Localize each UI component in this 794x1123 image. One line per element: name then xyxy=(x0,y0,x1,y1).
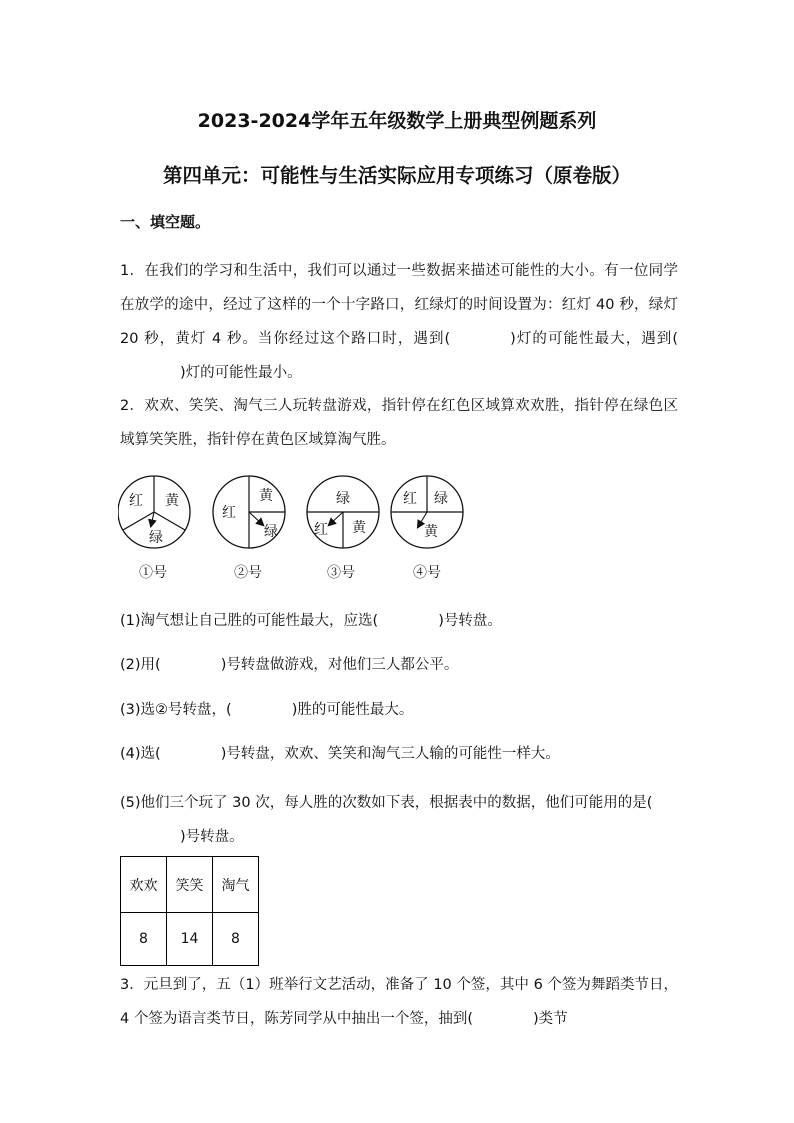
wheel-3-label-a: 绿 xyxy=(336,491,350,507)
sub-question-2-text-2: )号转盘做游戏，对他们三人都公平。 xyxy=(220,657,459,673)
spinner-wheel-1 xyxy=(118,476,190,548)
spinner-wheel-4 xyxy=(391,476,463,548)
sub-question-5-text-2: )号转盘。 xyxy=(180,829,244,845)
question-1 xyxy=(120,254,678,390)
sub-question-3-text: (3)选②号转盘，( xyxy=(120,702,232,718)
wheel-1-label-b: 黄 xyxy=(165,493,179,509)
sub-question-3 xyxy=(120,698,413,719)
spinner-wheel-3 xyxy=(307,476,379,548)
table-header-cell: 淘气 xyxy=(213,857,259,913)
question-3 xyxy=(120,968,678,1036)
document-subtitle: 第四单元：可能性与生活实际应用专项练习（原卷版） xyxy=(162,164,631,187)
table-header-cell: 笑笑 xyxy=(167,857,213,913)
sub-question-4 xyxy=(120,742,560,763)
wheel-1-caption: ①号 xyxy=(139,565,167,581)
table-value-cell: 8 xyxy=(213,913,259,966)
sub-question-5 xyxy=(120,786,678,854)
sub-question-2 xyxy=(120,653,458,674)
sub-question-1 xyxy=(120,609,502,630)
wheel-2-label-c: 绿 xyxy=(264,524,278,540)
question-3-text: 3．元旦到了，五（1）班举行文艺活动，准备了 10 个签，其中 6 个签为舞蹈类节日，4 个签为语言类节日，陈芳同学从中抽出一个签，抽到( xyxy=(120,977,678,1027)
wheel-2-caption: ②号 xyxy=(234,565,262,581)
sub-question-1-text: (1)淘气想让自己胜的可能性最大，应选( xyxy=(120,613,379,629)
table-value-cell: 14 xyxy=(167,913,213,966)
sub-question-4-text-2: )号转盘，欢欢、笑笑和淘气三人输的可能性一样大。 xyxy=(220,746,560,762)
sub-question-2-text: (2)用( xyxy=(120,657,161,673)
wheel-3-caption: ③号 xyxy=(327,565,355,581)
wheel-2-label-b: 红 xyxy=(222,505,236,521)
wheel-3-label-b: 红 xyxy=(314,522,328,538)
wheel-4-label-a: 红 xyxy=(403,491,417,507)
question-1-text: 1．在我们的学习和生活中，我们可以通过一些数据来描述可能性的大小。有一位同学在放学的途中，经过了这样的一个十字路口，红绿灯的时间设置为：红灯 40 秒，绿灯 20 秒，黄灯 4 秒。当你经过这个路口时，遇到( xyxy=(120,263,678,347)
wheel-4-label-b: 绿 xyxy=(434,491,448,507)
wheel-4-label-c: 黄 xyxy=(424,524,438,540)
document-title: 2023-2024学年五年级数学上册典型例题系列 xyxy=(197,110,597,132)
section-heading: 一、填空题。 xyxy=(120,213,211,231)
sub-question-1-text-2: )号转盘。 xyxy=(438,613,502,629)
table-value-cell: 8 xyxy=(121,913,167,966)
wheel-1-label-a: 红 xyxy=(129,493,143,509)
spinner-wheel-2 xyxy=(213,476,285,548)
question-1-text-2: )灯的可能性最大，遇到( xyxy=(510,331,678,347)
wheel-1-label-c: 绿 xyxy=(149,530,163,546)
wheel-2-label-a: 黄 xyxy=(259,488,273,504)
question-1-text-3: )灯的可能性最小。 xyxy=(180,365,302,381)
question-2: 2．欢欢、笑笑、淘气三人玩转盘游戏，指针停在红色区域算欢欢胜，指针停在绿色区域算笑笑胜，指针停在黄色区域算淘气胜。 xyxy=(120,398,678,448)
sub-question-4-text: (4)选( xyxy=(120,746,161,762)
wheel-3-label-c: 黄 xyxy=(352,520,366,536)
win-count-table xyxy=(120,856,259,966)
question-3-text-2: )类节 xyxy=(533,1011,568,1027)
table-header-cell: 欢欢 xyxy=(121,857,167,913)
sub-question-5-text: (5)他们三个玩了 30 次，每人胜的次数如下表，根据表中的数据，他们可能用的是( xyxy=(120,795,653,811)
wheel-4-caption: ④号 xyxy=(413,565,441,581)
sub-question-3-text-2: )胜的可能性最大。 xyxy=(291,702,414,718)
